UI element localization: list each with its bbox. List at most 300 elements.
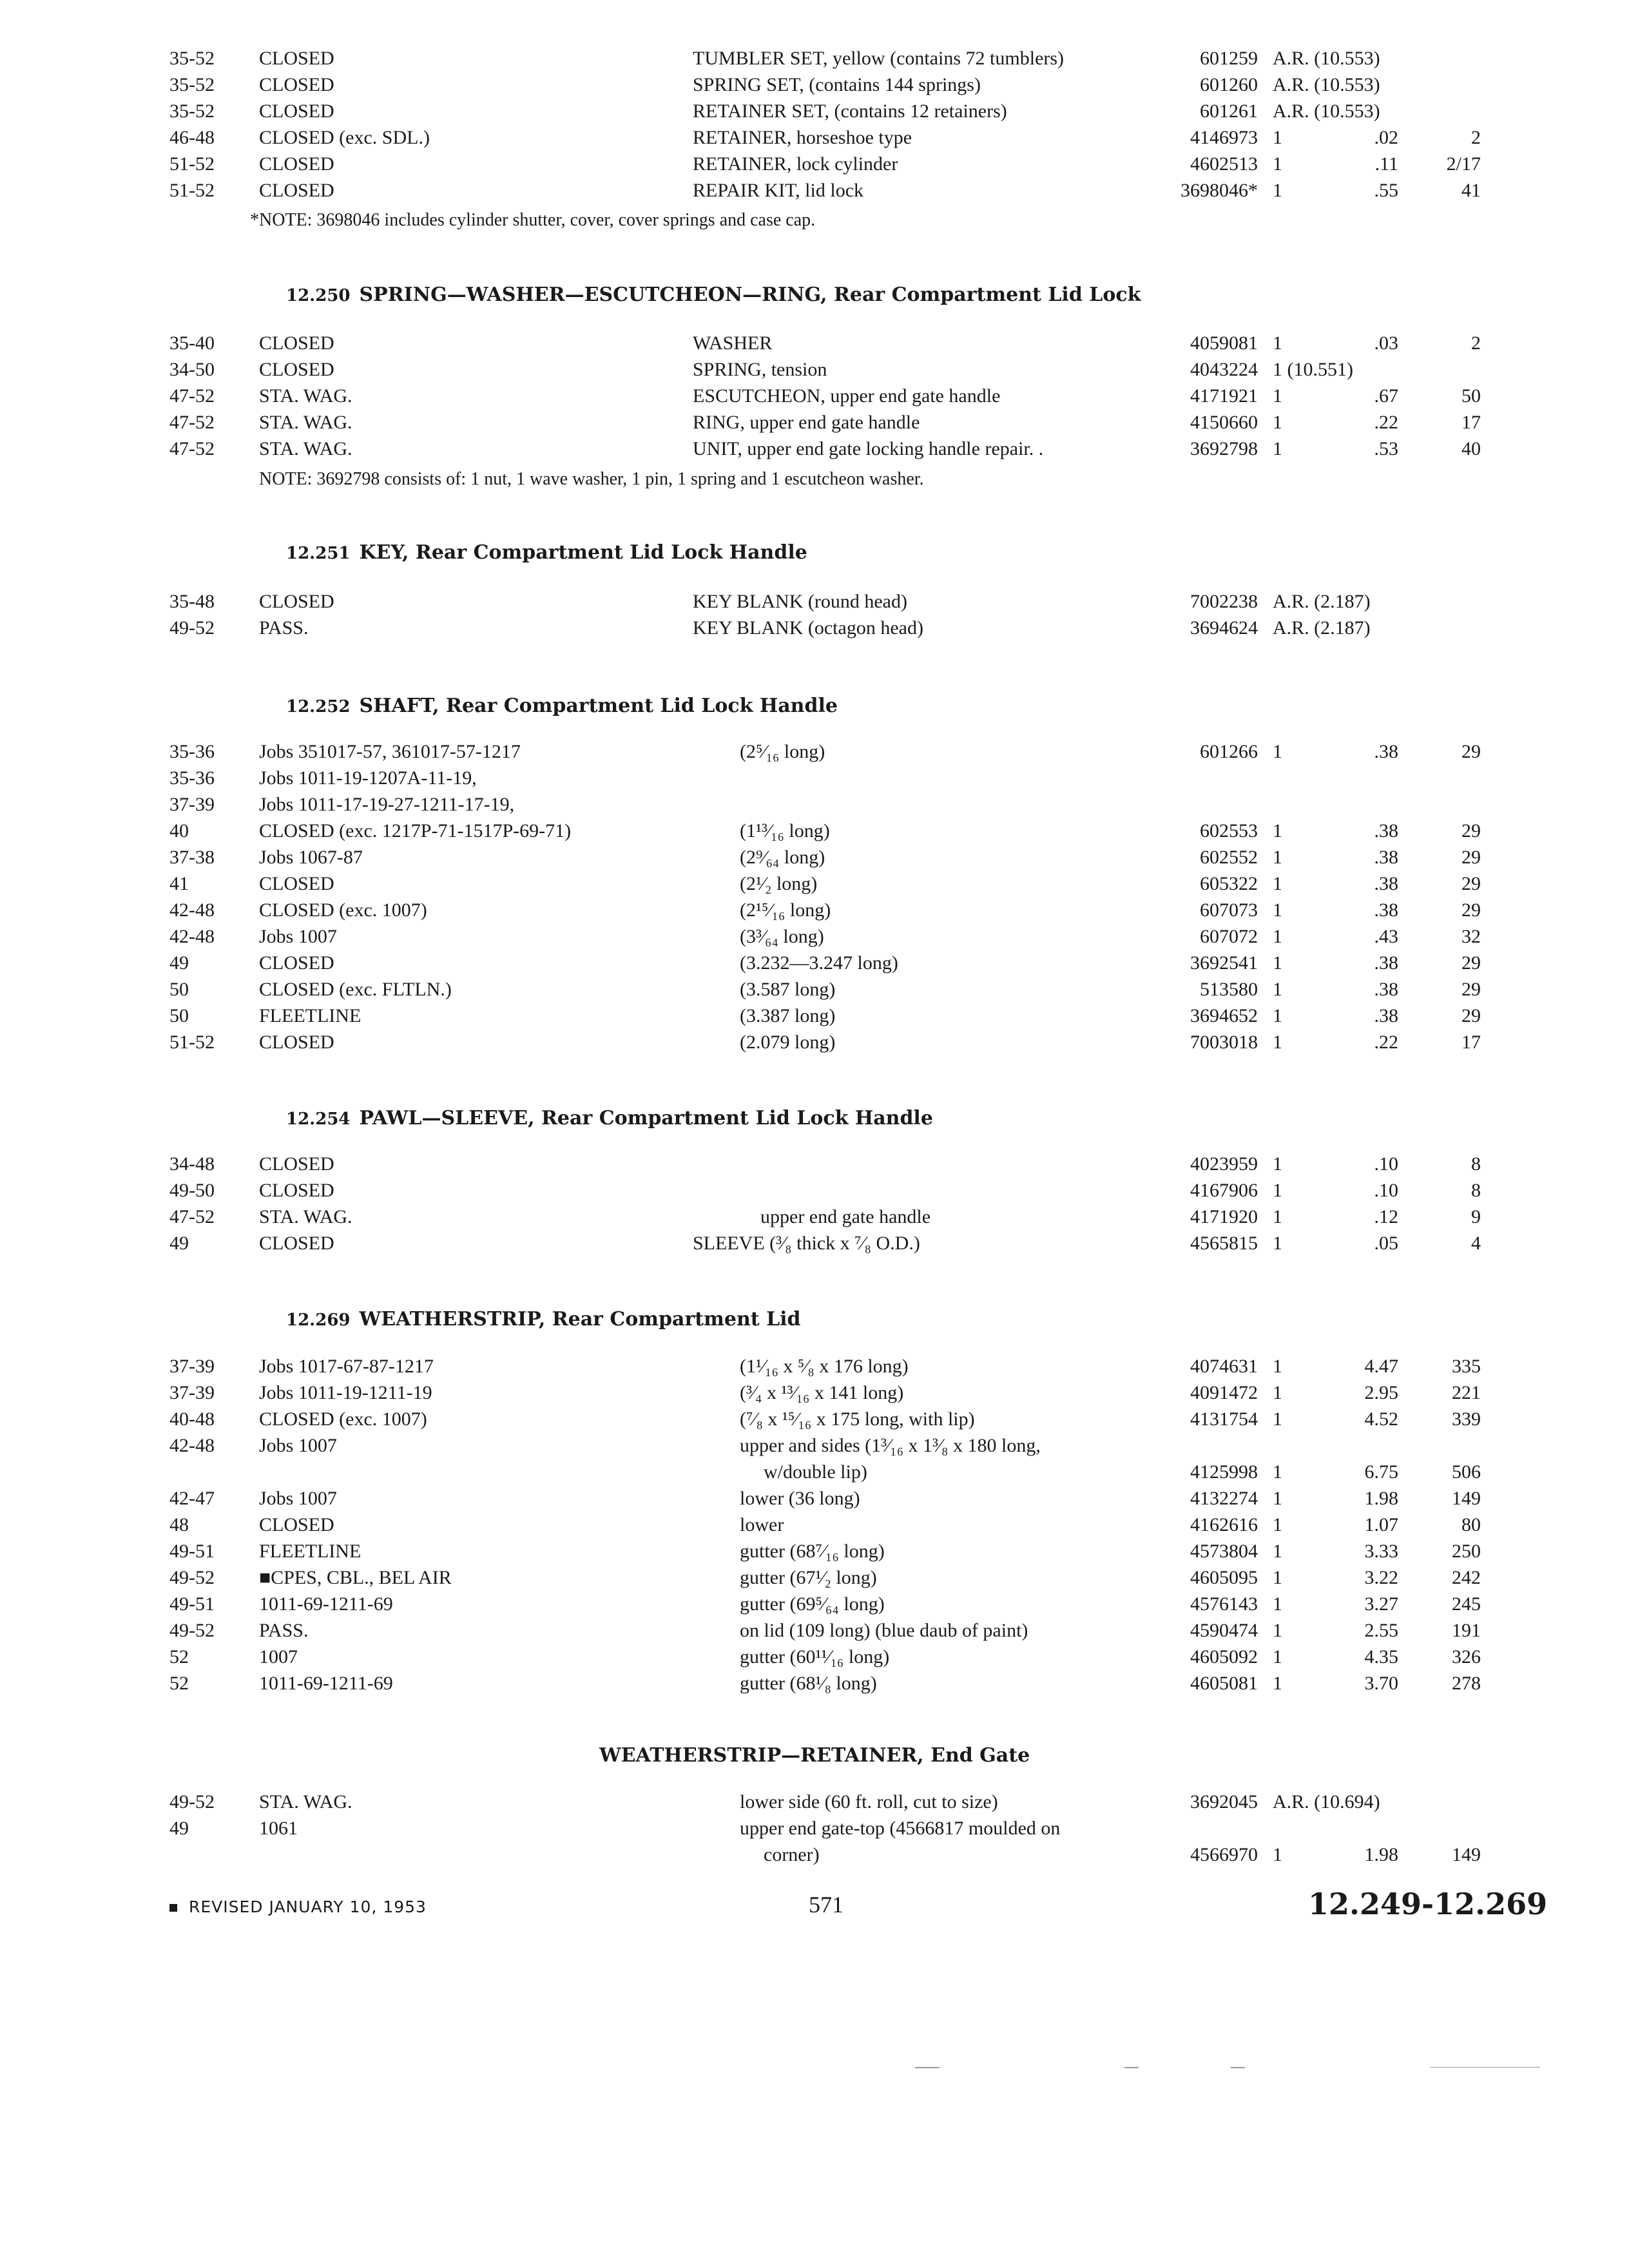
section-heading — [286, 695, 838, 717]
quantity-cell: 1 — [1273, 899, 1282, 921]
part-number-cell: 607073 — [1200, 899, 1258, 921]
part-number-cell: 3694652 — [1190, 1005, 1258, 1026]
description-cell: (3.232—3.247 long) — [740, 951, 1150, 975]
quantity-cell: 1 — [1273, 979, 1282, 1000]
years-cell: 42-48 — [169, 926, 215, 947]
years-cell: 42-48 — [169, 1435, 215, 1456]
table-row — [0, 1030, 1629, 1055]
years-cell: 52 — [169, 1646, 189, 1667]
quantity-cell: 1 — [1273, 1514, 1282, 1535]
table-row — [0, 1816, 1629, 1841]
description-cell: SLEEVE (³⁄₈ thick x ⁷⁄₈ O.D.) — [693, 1231, 1150, 1256]
weight-cell: 41 — [1461, 180, 1481, 201]
table-row — [0, 1231, 1629, 1256]
years-cell: 49-52 — [169, 1567, 215, 1588]
quantity-cell: 1 — [1273, 1382, 1282, 1403]
description-cell: on lid (109 long) (blue daub of paint) — [740, 1619, 1150, 1643]
years-cell: 47-52 — [169, 412, 215, 433]
description-cell: (³⁄₄ x ¹³⁄₁₆ x 141 long) — [740, 1381, 1150, 1405]
weight-cell: 29 — [1461, 847, 1481, 868]
part-number-cell: 7002238 — [1190, 591, 1258, 612]
quantity-cell: 1 — [1273, 1673, 1282, 1694]
weight-cell: 32 — [1461, 926, 1481, 947]
years-cell: 37-38 — [169, 847, 215, 868]
table-row — [0, 1460, 1629, 1485]
table-row — [0, 73, 1629, 97]
price-cell: 2.55 — [1364, 1620, 1398, 1641]
quantity-cell: 1 — [1273, 1408, 1282, 1430]
scan-mark — [1124, 2067, 1139, 2068]
quantity-cell: 1 — [1273, 1461, 1282, 1483]
description-cell: gutter (67¹⁄₂ long) — [740, 1566, 1150, 1590]
part-number-cell: 4131754 — [1190, 1408, 1258, 1430]
price-cell: 3.33 — [1364, 1541, 1398, 1562]
description-cell: (2¹⁵⁄₁₆ long) — [740, 898, 1150, 923]
description-cell: (2⁹⁄₆₄ long) — [740, 845, 1150, 870]
model-cell: CLOSED (exc. 1007) — [259, 898, 659, 923]
model-cell: CLOSED — [259, 73, 659, 97]
part-number-cell: 601261 — [1200, 101, 1258, 122]
price-cell: 4.52 — [1364, 1408, 1398, 1430]
price-cell: 3.27 — [1364, 1593, 1398, 1615]
table-row — [0, 616, 1629, 640]
years-cell: 35-36 — [169, 767, 215, 789]
price-cell: 3.70 — [1364, 1673, 1398, 1694]
price-cell: .38 — [1374, 899, 1398, 921]
description-cell: (2⁵⁄₁₆ long) — [740, 740, 1150, 764]
description-cell: UNIT, upper end gate locking handle repair. . — [693, 437, 1150, 461]
section-number: 12.251 — [286, 544, 351, 563]
table-row — [0, 1205, 1629, 1229]
description-cell: WASHER — [693, 331, 1150, 356]
years-cell: 49 — [169, 1818, 189, 1839]
table-row — [0, 1592, 1629, 1617]
years-cell: 49-51 — [169, 1593, 215, 1615]
part-number-cell: 602553 — [1200, 820, 1258, 841]
section-title: SHAFT, Rear Compartment Lid Lock Handle — [359, 695, 838, 717]
years-cell: 42-47 — [169, 1488, 215, 1509]
model-cell: CLOSED — [259, 152, 659, 177]
model-cell: STA. WAG. — [259, 384, 659, 408]
years-cell: 47-52 — [169, 385, 215, 407]
table-row — [0, 1407, 1629, 1432]
section-title: KEY, Rear Compartment Lid Lock Handle — [359, 541, 807, 564]
part-number-cell: 4171920 — [1190, 1206, 1258, 1227]
price-cell: 1.07 — [1364, 1514, 1398, 1535]
price-cell: .02 — [1374, 127, 1398, 148]
table-row — [0, 358, 1629, 382]
quantity-cell: 1 — [1273, 1488, 1282, 1509]
table-row — [0, 977, 1629, 1002]
weight-cell: 40 — [1461, 438, 1481, 459]
table-row — [0, 1671, 1629, 1696]
part-number-cell: 4059081 — [1190, 332, 1258, 354]
weight-cell: 2 — [1471, 332, 1481, 354]
description-cell: RETAINER SET, (contains 12 retainers) — [693, 99, 1150, 124]
description-cell: REPAIR KIT, lid lock — [693, 178, 1150, 203]
model-cell: PASS. — [259, 616, 659, 640]
section-heading — [599, 1744, 1030, 1767]
table-row — [0, 925, 1629, 949]
section-title: WEATHERSTRIP—RETAINER, End Gate — [599, 1744, 1030, 1767]
table-row — [0, 1619, 1629, 1643]
quantity-cell: 1 — [1273, 952, 1282, 974]
years-cell: 35-48 — [169, 591, 215, 612]
years-cell: 52 — [169, 1673, 189, 1694]
description-cell: corner) — [764, 1843, 1150, 1867]
quantity-cell: 1 — [1273, 332, 1282, 354]
table-row — [0, 1434, 1629, 1458]
price-cell: .38 — [1374, 820, 1398, 841]
section-note: NOTE: 3692798 consists of: 1 nut, 1 wave washer, 1 pin, 1 spring and 1 escutcheon washer. — [259, 469, 924, 489]
section-number: 12.269 — [286, 1311, 351, 1330]
model-cell: Jobs 1067-87 — [259, 845, 659, 870]
quantity-cell: 1 — [1273, 1646, 1282, 1667]
scan-mark — [1431, 2067, 1540, 2068]
revision-note: REVISED JANUARY 10, 1953 — [169, 1898, 427, 1916]
part-number-cell: 602552 — [1200, 847, 1258, 868]
price-cell: .05 — [1374, 1233, 1398, 1254]
part-number-cell: 4605095 — [1190, 1567, 1258, 1588]
table-row — [0, 1178, 1629, 1203]
weight-cell: 191 — [1452, 1620, 1481, 1641]
description-cell: (3.587 long) — [740, 977, 1150, 1002]
model-cell: STA. WAG. — [259, 1790, 659, 1814]
table-row — [0, 1354, 1629, 1379]
weight-cell: 80 — [1461, 1514, 1481, 1535]
model-cell: CLOSED (exc. 1007) — [259, 1407, 659, 1432]
model-cell: CLOSED — [259, 1178, 659, 1203]
model-cell: 1007 — [259, 1645, 659, 1669]
description-cell: gutter (60¹¹⁄₁₆ long) — [740, 1645, 1150, 1669]
scan-mark — [1231, 2067, 1245, 2068]
weight-cell: 8 — [1471, 1180, 1481, 1201]
description-cell: lower — [740, 1513, 1150, 1537]
table-row — [0, 384, 1629, 408]
years-cell: 37-39 — [169, 1356, 215, 1377]
table-row — [0, 46, 1629, 71]
part-number-cell: 4167906 — [1190, 1180, 1258, 1201]
price-cell: .10 — [1374, 1153, 1398, 1175]
part-number-cell: 4023959 — [1190, 1153, 1258, 1175]
part-number-cell: 601259 — [1200, 48, 1258, 69]
part-number-cell: 3698046* — [1181, 180, 1258, 201]
description-cell: gutter (69⁵⁄₆₄ long) — [740, 1592, 1150, 1617]
weight-cell: 242 — [1452, 1567, 1481, 1588]
price-cell: .10 — [1374, 1180, 1398, 1201]
weight-cell: 278 — [1452, 1673, 1481, 1694]
table-row — [0, 793, 1629, 817]
table-row — [0, 845, 1629, 870]
part-number-cell: 3692045 — [1190, 1791, 1258, 1812]
description-cell: gutter (68¹⁄₈ long) — [740, 1671, 1150, 1696]
weight-cell: 335 — [1452, 1356, 1481, 1377]
quantity-cell: 1 — [1273, 873, 1282, 894]
years-cell: 48 — [169, 1514, 189, 1535]
model-cell: CLOSED — [259, 358, 659, 382]
years-cell: 49-52 — [169, 1620, 215, 1641]
years-cell: 37-39 — [169, 1382, 215, 1403]
section-title: PAWL—SLEEVE, Rear Compartment Lid Lock Handle — [359, 1107, 933, 1129]
section-heading — [286, 1308, 801, 1331]
table-row — [0, 152, 1629, 177]
table-row — [0, 1381, 1629, 1405]
description-cell: (⁷⁄₈ x ¹⁵⁄₁₆ x 175 long, with lip) — [740, 1407, 1150, 1432]
weight-cell: 29 — [1461, 820, 1481, 841]
table-row — [0, 99, 1629, 124]
model-cell: 1061 — [259, 1816, 659, 1841]
years-cell: 51-52 — [169, 180, 215, 201]
model-cell: CLOSED (exc. SDL.) — [259, 126, 659, 150]
part-number-cell: 4091472 — [1190, 1382, 1258, 1403]
model-cell: ■CPES, CBL., BEL AIR — [259, 1566, 659, 1590]
part-number-cell: 4162616 — [1190, 1514, 1258, 1535]
quantity-cell: 1 — [1273, 127, 1282, 148]
weight-cell: 4 — [1471, 1233, 1481, 1254]
quantity-cell: 1 — [1273, 1206, 1282, 1227]
model-cell: STA. WAG. — [259, 1205, 659, 1229]
table-row — [0, 437, 1629, 461]
description-cell: (3³⁄₆₄ long) — [740, 925, 1150, 949]
section-title: SPRING—WASHER—ESCUTCHEON—RING, Rear Compartment Lid Lock — [359, 284, 1141, 306]
years-cell: 50 — [169, 1005, 189, 1026]
table-row — [0, 126, 1629, 150]
weight-cell: 29 — [1461, 741, 1481, 762]
price-cell: .38 — [1374, 741, 1398, 762]
years-cell: 49-52 — [169, 617, 215, 639]
description-cell: (2¹⁄₂ long) — [740, 872, 1150, 896]
model-cell: FLEETLINE — [259, 1004, 659, 1028]
table-row — [0, 740, 1629, 764]
quantity-cell: 1 — [1273, 847, 1282, 868]
table-row — [0, 410, 1629, 435]
description-cell: w/double lip) — [764, 1460, 1150, 1485]
quantity-cell: 1 — [1273, 1180, 1282, 1201]
description-cell: SPRING, tension — [693, 358, 1150, 382]
quantity-cell: 1 — [1273, 1844, 1282, 1865]
section-heading — [286, 541, 807, 564]
part-number-cell: 4566970 — [1190, 1844, 1258, 1865]
description-cell: lower (36 long) — [740, 1486, 1150, 1511]
years-cell: 42-48 — [169, 899, 215, 921]
weight-cell: 17 — [1461, 412, 1481, 433]
quantity-cell: 1 — [1273, 1567, 1282, 1588]
model-cell: PASS. — [259, 1619, 659, 1643]
weight-cell: 245 — [1452, 1593, 1481, 1615]
description-cell — [693, 1178, 1150, 1203]
table-row — [0, 951, 1629, 975]
price-cell: 6.75 — [1364, 1461, 1398, 1483]
quantity-cell: 1 — [1273, 180, 1282, 201]
part-number-cell: 3694624 — [1190, 617, 1258, 639]
quantity-cell: 1 — [1273, 1593, 1282, 1615]
weight-cell: 149 — [1452, 1844, 1481, 1865]
description-cell: SPRING SET, (contains 144 springs) — [693, 73, 1150, 97]
section-number: 12.252 — [286, 697, 351, 716]
years-cell: 47-52 — [169, 438, 215, 459]
part-number-cell: 4576143 — [1190, 1593, 1258, 1615]
quantity-cell: A.R. (2.187) — [1273, 617, 1371, 639]
quantity-cell: A.R. (10.553) — [1273, 48, 1380, 69]
quantity-cell: 1 — [1273, 385, 1282, 407]
section-heading — [286, 284, 1141, 306]
weight-cell: 250 — [1452, 1541, 1481, 1562]
price-cell: .22 — [1374, 412, 1398, 433]
years-cell: 47-52 — [169, 1206, 215, 1227]
part-number-cell: 4590474 — [1190, 1620, 1258, 1641]
section-note: *NOTE: 3698046 includes cylinder shutter, cover, cover springs and case cap. — [250, 210, 816, 230]
description-cell: lower side (60 ft. roll, cut to size) — [740, 1790, 1150, 1814]
price-cell: 1.98 — [1364, 1488, 1398, 1509]
quantity-cell: 1 — [1273, 1356, 1282, 1377]
table-row — [0, 1004, 1629, 1028]
scan-mark — [915, 2067, 940, 2068]
weight-cell: 221 — [1452, 1382, 1481, 1403]
section-title: WEATHERSTRIP, Rear Compartment Lid — [359, 1308, 801, 1331]
description-cell: (1¹⁄₁₆ x ⁵⁄₈ x 176 long) — [740, 1354, 1150, 1379]
weight-cell: 2 — [1471, 127, 1481, 148]
model-cell: STA. WAG. — [259, 437, 659, 461]
model-cell: Jobs 351017-57, 361017-57-1217 — [259, 740, 659, 764]
quantity-cell: 1 — [1273, 412, 1282, 433]
quantity-cell: A.R. (2.187) — [1273, 591, 1371, 612]
model-cell: CLOSED (exc. FLTLN.) — [259, 977, 659, 1002]
years-cell: 40 — [169, 820, 189, 841]
section-number: 12.250 — [286, 286, 351, 305]
years-cell: 49-50 — [169, 1180, 215, 1201]
part-number-cell: 4565815 — [1190, 1233, 1258, 1254]
weight-cell: 2/17 — [1446, 153, 1481, 175]
part-number-cell: 513580 — [1200, 979, 1258, 1000]
price-cell: .38 — [1374, 873, 1398, 894]
price-cell: .53 — [1374, 438, 1398, 459]
description-cell: KEY BLANK (octagon head) — [693, 616, 1150, 640]
description-cell: TUMBLER SET, yellow (contains 72 tumblers) — [693, 46, 1150, 71]
part-number-cell: 4043224 — [1190, 359, 1258, 380]
table-row — [0, 1152, 1629, 1177]
quantity-cell: 1 — [1273, 153, 1282, 175]
years-cell: 35-40 — [169, 332, 215, 354]
model-cell: Jobs 1007 — [259, 925, 659, 949]
model-cell: CLOSED — [259, 1030, 659, 1055]
quantity-cell: A.R. (10.553) — [1273, 101, 1380, 122]
section-range: 12.249-12.269 — [1308, 1887, 1548, 1921]
part-number-cell: 4146973 — [1190, 127, 1258, 148]
table-row — [0, 1539, 1629, 1564]
years-cell: 51-52 — [169, 1032, 215, 1053]
model-cell: Jobs 1011-19-1211-19 — [259, 1381, 659, 1405]
part-number-cell: 605322 — [1200, 873, 1258, 894]
table-row — [0, 1486, 1629, 1511]
price-cell: .38 — [1374, 952, 1398, 974]
quantity-cell: 1 — [1273, 1005, 1282, 1026]
part-number-cell: 4171921 — [1190, 385, 1258, 407]
model-cell: Jobs 1007 — [259, 1486, 659, 1511]
years-cell: 49 — [169, 1233, 189, 1254]
part-number-cell: 601260 — [1200, 74, 1258, 95]
table-row — [0, 590, 1629, 614]
model-cell: CLOSED — [259, 951, 659, 975]
table-row — [0, 1645, 1629, 1669]
part-number-cell: 7003018 — [1190, 1032, 1258, 1053]
years-cell: 41 — [169, 873, 189, 894]
weight-cell: 339 — [1452, 1408, 1481, 1430]
table-row — [0, 872, 1629, 896]
table-row — [0, 178, 1629, 203]
years-cell: 40-48 — [169, 1408, 215, 1430]
description-cell — [693, 1152, 1150, 1177]
table-row — [0, 819, 1629, 843]
table-row — [0, 1566, 1629, 1590]
quantity-cell: 1 — [1273, 438, 1282, 459]
years-cell: 35-52 — [169, 48, 215, 69]
quantity-cell: 1 — [1273, 926, 1282, 947]
quantity-cell: 1 — [1273, 741, 1282, 762]
model-cell: Jobs 1007 — [259, 1434, 659, 1458]
part-number-cell: 3692541 — [1190, 952, 1258, 974]
price-cell: .22 — [1374, 1032, 1398, 1053]
quantity-cell: 1 (10.551) — [1273, 359, 1353, 380]
square-bullet-icon — [169, 1904, 177, 1912]
model-cell: Jobs 1011-19-1207A-11-19, — [259, 767, 477, 789]
price-cell: 4.47 — [1364, 1356, 1398, 1377]
model-cell: CLOSED — [259, 872, 659, 896]
years-cell: 49-51 — [169, 1541, 215, 1562]
model-cell: STA. WAG. — [259, 410, 659, 435]
model-cell: FLEETLINE — [259, 1539, 659, 1564]
table-row — [0, 1513, 1629, 1537]
price-cell: 2.95 — [1364, 1382, 1398, 1403]
part-number-cell: 4573804 — [1190, 1541, 1258, 1562]
price-cell: 3.22 — [1364, 1567, 1398, 1588]
quantity-cell: 1 — [1273, 1153, 1282, 1175]
model-cell: 1011-69-1211-69 — [259, 1592, 659, 1617]
model-cell: CLOSED — [259, 331, 659, 356]
years-cell: 35-52 — [169, 74, 215, 95]
quantity-cell: 1 — [1273, 1233, 1282, 1254]
weight-cell: 17 — [1461, 1032, 1481, 1053]
model-cell: CLOSED — [259, 1513, 659, 1537]
model-cell: CLOSED (exc. 1217P-71-1517P-69-71) — [259, 819, 659, 843]
model-cell: CLOSED — [259, 46, 659, 71]
years-cell: 34-48 — [169, 1153, 215, 1175]
weight-cell: 29 — [1461, 979, 1481, 1000]
description-cell: (3.387 long) — [740, 1004, 1150, 1028]
page-number: 571 — [809, 1892, 843, 1917]
description-cell: RETAINER, lock cylinder — [693, 152, 1150, 177]
model-cell: CLOSED — [259, 1231, 659, 1256]
price-cell: .38 — [1374, 1005, 1398, 1026]
description-cell: (2.079 long) — [740, 1030, 1150, 1055]
part-number-cell: 4132274 — [1190, 1488, 1258, 1509]
table-row — [0, 1843, 1629, 1867]
table-row — [0, 898, 1629, 923]
weight-cell: 29 — [1461, 952, 1481, 974]
section-heading — [286, 1107, 933, 1129]
quantity-cell: A.R. (10.694) — [1273, 1791, 1380, 1812]
description-cell: KEY BLANK (round head) — [693, 590, 1150, 614]
weight-cell: 29 — [1461, 873, 1481, 894]
part-number-cell: 4125998 — [1190, 1461, 1258, 1483]
quantity-cell: 1 — [1273, 820, 1282, 841]
section-number: 12.254 — [286, 1110, 351, 1129]
model-cell: CLOSED — [259, 590, 659, 614]
price-cell: 1.98 — [1364, 1844, 1398, 1865]
model-cell: CLOSED — [259, 178, 659, 203]
part-number-cell: 3692798 — [1190, 438, 1258, 459]
price-cell: .67 — [1374, 385, 1398, 407]
price-cell: .55 — [1374, 180, 1398, 201]
